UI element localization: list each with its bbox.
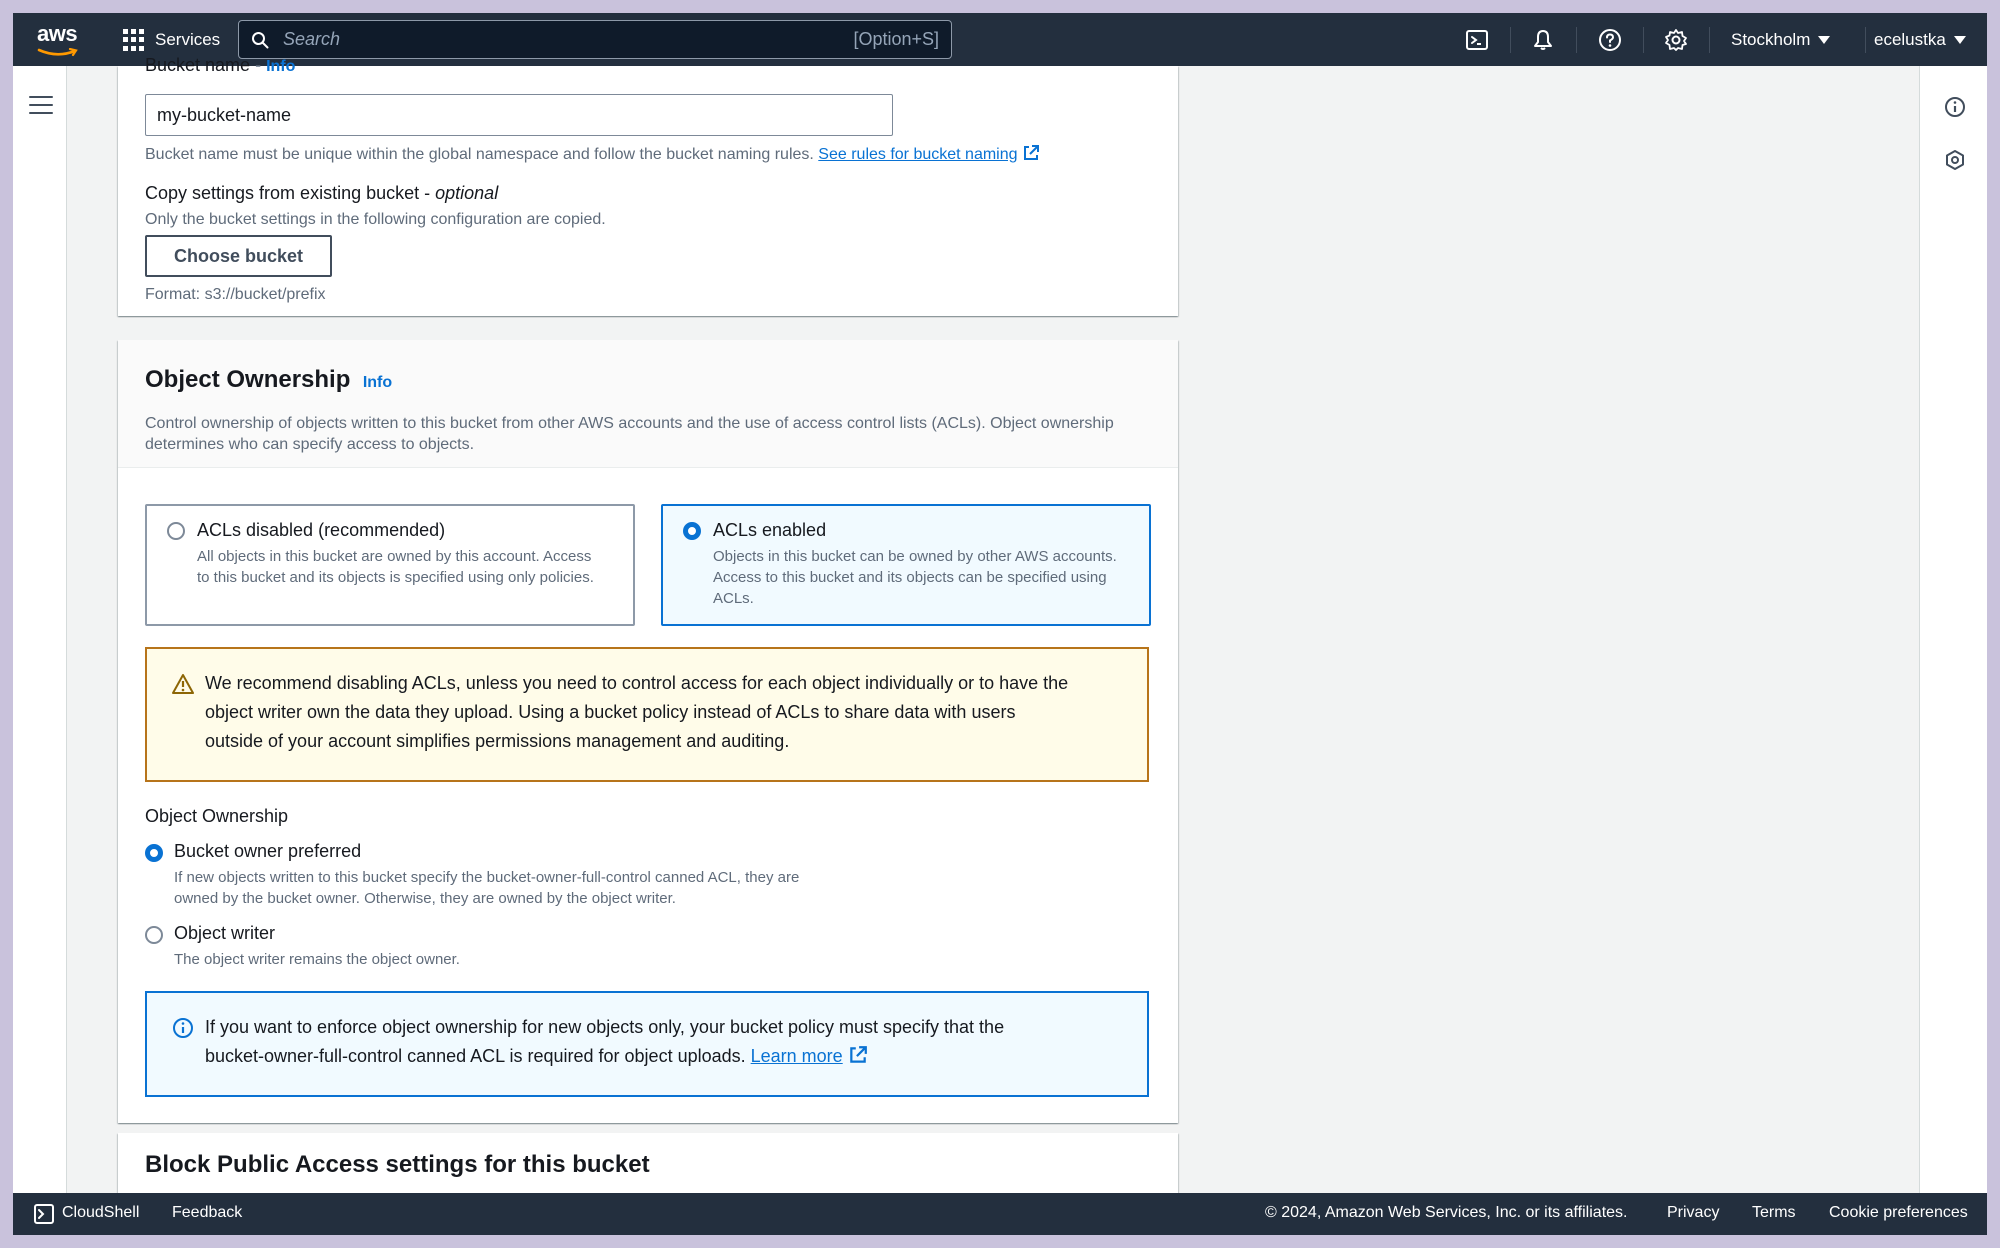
- caret-down-icon: [1818, 36, 1830, 44]
- aws-logo[interactable]: [37, 23, 81, 57]
- acls-disabled-radio[interactable]: [167, 522, 185, 540]
- choose-bucket-button[interactable]: Choose bucket: [145, 235, 332, 277]
- settings-gear-icon[interactable]: [1664, 28, 1688, 52]
- search-icon: [251, 31, 269, 49]
- tile-acls-enabled[interactable]: [661, 504, 1151, 626]
- bucket-name-help: [145, 144, 1040, 165]
- bucket-owner-preferred-radio[interactable]: [145, 844, 163, 862]
- bucket-owner-preferred-desc: [174, 867, 799, 909]
- account-label: ecelustka: [1874, 30, 1946, 49]
- browser-window: [13, 13, 1987, 1235]
- services-label: Services: [155, 30, 221, 49]
- nav-divider: [1510, 27, 1511, 53]
- region-label: Stockholm: [1731, 30, 1811, 49]
- copy-settings-label-main: Copy settings from existing bucket -: [145, 183, 431, 203]
- bucket-owner-preferred-desc-line2: owned by the bucket owner. Otherwise, they are owned by the object writer.: [174, 890, 676, 907]
- footer-feedback-link[interactable]: Feedback: [172, 1204, 243, 1221]
- object-writer-desc: The object writer remains the object owner.: [174, 951, 460, 968]
- footer-terms-link[interactable]: Terms: [1752, 1204, 1796, 1221]
- object-ownership-header: [118, 340, 1178, 468]
- copy-settings-description: Only the bucket settings in the following configuration are copied.: [145, 211, 606, 228]
- hexagon-tools-icon[interactable]: [1944, 149, 1966, 171]
- search-input[interactable]: [283, 29, 853, 50]
- footer-cloudshell-link[interactable]: CloudShell: [62, 1204, 140, 1221]
- ownership-info-alert: [145, 991, 1149, 1097]
- bucket-name-label: Bucket name: [145, 55, 251, 75]
- external-link-icon: [848, 1045, 868, 1065]
- general-configuration-panel: [118, 55, 1178, 316]
- info-panel-icon[interactable]: [1944, 96, 1966, 118]
- nav-divider: [1865, 27, 1866, 53]
- nav-divider: [1709, 27, 1710, 53]
- copy-settings-optional: optional: [435, 183, 499, 203]
- object-writer-label[interactable]: Object writer: [174, 923, 276, 943]
- tile-acls-disabled-title: ACLs disabled (recommended): [197, 520, 446, 540]
- bucket-name-info-link[interactable]: Info: [266, 58, 296, 75]
- tile-acls-disabled[interactable]: [145, 504, 635, 626]
- tile-acls-enabled-title: ACLs enabled: [713, 520, 827, 540]
- object-ownership-options-label: Object Ownership: [145, 806, 289, 826]
- region-selector[interactable]: [1731, 30, 1830, 50]
- object-ownership-title: Object Ownership: [145, 366, 351, 393]
- object-ownership-description: [145, 413, 1114, 455]
- acl-warning-text: [205, 669, 1068, 756]
- acl-warning-line2: object writer own the data they upload. Using a bucket policy instead of ACLs to share data with users: [205, 702, 1016, 722]
- caret-down-icon: [1954, 36, 1966, 44]
- ownership-info-line2: bucket-owner-full-control canned ACL is required for object uploads.: [205, 1046, 746, 1066]
- nav-divider: [1576, 27, 1577, 53]
- tile-acls-disabled-desc: All objects in this bucket are owned by this account. Access to this bucket and its objects is specified using only policies.: [197, 548, 594, 586]
- footer-privacy-link[interactable]: Privacy: [1667, 1204, 1720, 1221]
- apps-grid-icon: [123, 29, 145, 51]
- format-hint: Format: s3://bucket/prefix: [145, 286, 326, 303]
- info-circle-icon: [172, 1017, 194, 1039]
- acls-enabled-radio[interactable]: [683, 522, 701, 540]
- help-icon[interactable]: [1598, 28, 1622, 52]
- learn-more-link[interactable]: Learn more: [750, 1046, 843, 1066]
- ownership-info-text: [205, 1013, 1004, 1071]
- cloudshell-footer-icon[interactable]: [34, 1204, 54, 1224]
- bucket-name-input[interactable]: [145, 94, 893, 136]
- object-ownership-description-line1: Control ownership of objects written to this bucket from other AWS accounts and the use of access control lists (ACLs). Object ownership: [145, 415, 1114, 432]
- footer-copyright: © 2024, Amazon Web Services, Inc. or its affiliates.: [1265, 1204, 1628, 1221]
- right-tools-rail: [1919, 66, 1987, 1206]
- bucket-name-help-text: Bucket name must be unique within the global namespace and follow the bucket naming rules.: [145, 146, 814, 163]
- ownership-info-line2-row: [205, 1042, 1004, 1071]
- object-ownership-title-row: [145, 366, 392, 394]
- services-menu-button[interactable]: [123, 27, 220, 53]
- footer-cookie-preferences-link[interactable]: Cookie preferences: [1829, 1204, 1968, 1221]
- warning-icon: [172, 673, 194, 695]
- notifications-bell-icon[interactable]: [1531, 28, 1555, 52]
- account-menu[interactable]: [1874, 30, 1966, 50]
- object-ownership-panel: [118, 340, 1178, 1123]
- bucket-naming-rules-link[interactable]: See rules for bucket naming: [818, 146, 1018, 163]
- menu-hamburger-icon[interactable]: [29, 96, 53, 116]
- object-ownership-description-line2: determines who can specify access to objects.: [145, 436, 475, 453]
- acl-warning-line1: We recommend disabling ACLs, unless you need to control access for each object individually or to have the: [205, 673, 1069, 693]
- copy-settings-label: [145, 183, 498, 204]
- global-search-box[interactable]: [238, 20, 952, 59]
- acl-warning-line3: outside of your account simplifies permissions management and auditing.: [205, 731, 790, 751]
- tile-acls-enabled-desc: Objects in this bucket can be owned by other AWS accounts. Access to this bucket and its objects can be specified using ACLs.: [713, 548, 1117, 607]
- aws-smile-icon: [37, 48, 81, 58]
- bucket-owner-preferred-label[interactable]: Bucket owner preferred: [174, 841, 362, 861]
- top-navigation: [13, 13, 1987, 66]
- ownership-info-line1: If you want to enforce object ownership for new objects only, your bucket policy must specify that the: [205, 1017, 1005, 1037]
- label-separator: -: [255, 55, 267, 75]
- block-public-access-title: Block Public Access settings for this bucket: [145, 1151, 650, 1178]
- left-navigation-rail: [13, 66, 67, 1206]
- object-writer-radio[interactable]: [145, 926, 163, 944]
- search-shortcut-hint: [Option+S]: [853, 29, 939, 49]
- nav-divider: [1643, 27, 1644, 53]
- external-link-icon: [1022, 144, 1040, 162]
- bucket-owner-preferred-desc-line1: If new objects written to this bucket specify the bucket-owner-full-control canned ACL, they are: [174, 869, 800, 886]
- object-ownership-info-link[interactable]: Info: [362, 374, 393, 391]
- cloudshell-icon[interactable]: [1465, 28, 1489, 52]
- acl-warning-alert: [145, 647, 1149, 782]
- aws-logo-text: aws: [37, 21, 78, 46]
- bucket-name-label-row: [145, 55, 295, 76]
- footer: [13, 1193, 1987, 1235]
